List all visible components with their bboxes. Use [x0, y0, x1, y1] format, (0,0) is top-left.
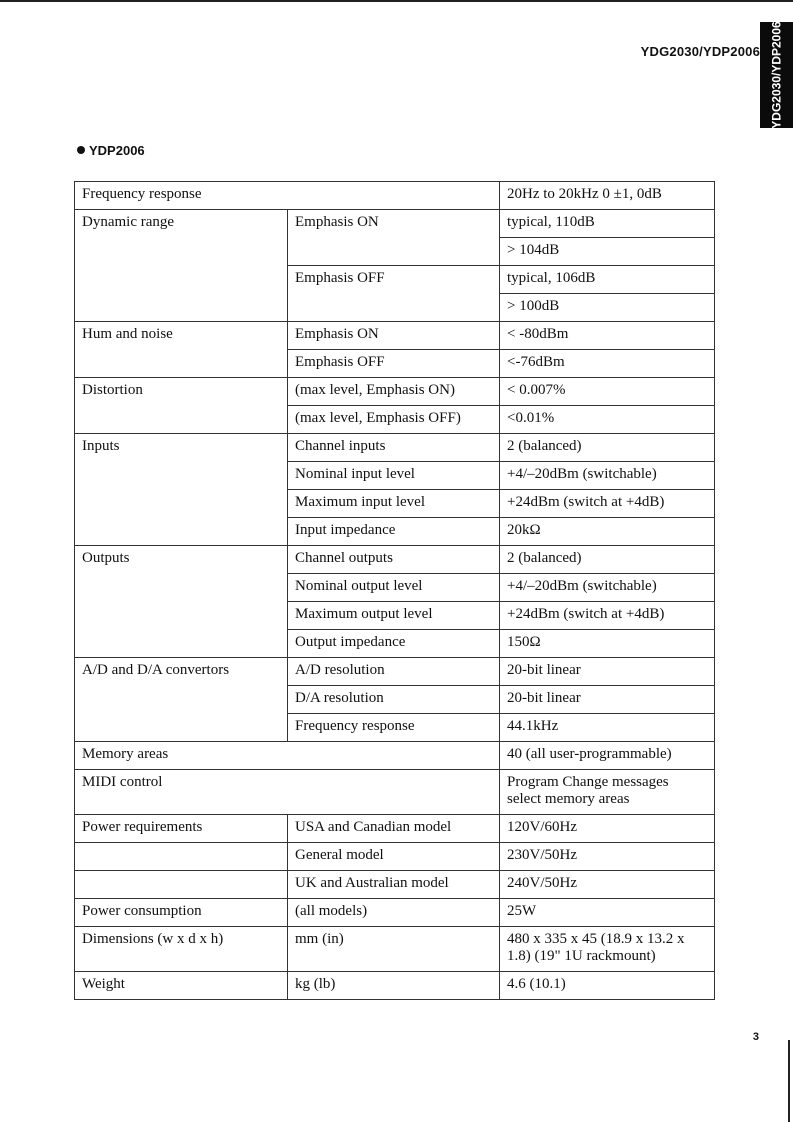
spec-category: Dynamic range — [75, 210, 288, 322]
section-title — [77, 143, 145, 158]
spec-value: 150Ω — [500, 630, 715, 658]
spec-condition: kg (lb) — [288, 972, 500, 1000]
spec-value: 2 (balanced) — [500, 434, 715, 462]
spec-category: MIDI control — [75, 770, 500, 815]
page-number: 3 — [752, 1031, 759, 1043]
spec-value: 20kΩ — [500, 518, 715, 546]
spec-condition: Frequency response — [288, 714, 500, 742]
table-row — [75, 770, 715, 815]
spec-value: 4.6 (10.1) — [500, 972, 715, 1000]
spec-value: +4/–20dBm (switchable) — [500, 462, 715, 490]
spec-condition: (all models) — [288, 899, 500, 927]
spec-value: +24dBm (switch at +4dB) — [500, 490, 715, 518]
right-edge-line — [788, 1040, 790, 1122]
spec-value: 40 (all user-programmable) — [500, 742, 715, 770]
spec-value: 230V/50Hz — [500, 843, 715, 871]
spec-category: Power requirements — [75, 815, 288, 843]
spec-condition: D/A resolution — [288, 686, 500, 714]
spec-value: +24dBm (switch at +4dB) — [500, 602, 715, 630]
spec-condition: Emphasis ON — [288, 322, 500, 350]
table-row — [75, 546, 715, 574]
table-row — [75, 871, 715, 899]
table-row — [75, 658, 715, 686]
spec-value: 20-bit linear — [500, 686, 715, 714]
table-row — [75, 972, 715, 1000]
spec-value: <-76dBm — [500, 350, 715, 378]
spec-condition: Emphasis ON — [288, 210, 500, 266]
side-index-tab — [760, 22, 793, 128]
spec-condition: (max level, Emphasis OFF) — [288, 406, 500, 434]
table-row — [75, 927, 715, 972]
spec-category: Power consumption — [75, 899, 288, 927]
spec-condition: Emphasis OFF — [288, 266, 500, 322]
spec-condition: General model — [288, 843, 500, 871]
spec-category: Weight — [75, 972, 288, 1000]
spec-value: <0.01% — [500, 406, 715, 434]
bullet-icon — [77, 146, 85, 154]
spec-condition: Nominal output level — [288, 574, 500, 602]
spec-condition: A/D resolution — [288, 658, 500, 686]
spec-condition: UK and Australian model — [288, 871, 500, 899]
spec-condition: Nominal input level — [288, 462, 500, 490]
section-title-text: YDP2006 — [89, 143, 145, 158]
spec-category: A/D and D/A convertors — [75, 658, 288, 742]
table-row — [75, 434, 715, 462]
spec-condition: mm (in) — [288, 927, 500, 972]
spec-category-empty — [75, 871, 288, 899]
spec-condition: (max level, Emphasis ON) — [288, 378, 500, 406]
spec-value: +4/–20dBm (switchable) — [500, 574, 715, 602]
spec-category-empty — [75, 843, 288, 871]
spec-category: Frequency response — [75, 182, 500, 210]
spec-value: < -80dBm — [500, 322, 715, 350]
spec-value: 120V/60Hz — [500, 815, 715, 843]
spec-condition: Output impedance — [288, 630, 500, 658]
spec-condition: Maximum input level — [288, 490, 500, 518]
spec-value: 20-bit linear — [500, 658, 715, 686]
spec-condition: Channel inputs — [288, 434, 500, 462]
spec-condition: Maximum output level — [288, 602, 500, 630]
spec-category: Outputs — [75, 546, 288, 658]
spec-category: Hum and noise — [75, 322, 288, 378]
spec-condition: Input impedance — [288, 518, 500, 546]
table-row — [75, 843, 715, 871]
spec-value: 480 x 335 x 45 (18.9 x 13.2 x 1.8) (19" 1U rackmount) — [500, 927, 715, 972]
spec-value: 2 (balanced) — [500, 546, 715, 574]
table-row — [75, 742, 715, 770]
spec-category: Memory areas — [75, 742, 500, 770]
spec-value: 20Hz to 20kHz 0 ±1, 0dB — [500, 182, 715, 210]
top-border-line — [0, 0, 793, 2]
table-row — [75, 815, 715, 843]
spec-category: Dimensions (w x d x h) — [75, 927, 288, 972]
table-row — [75, 182, 715, 210]
table-row — [75, 899, 715, 927]
spec-value: typical, 106dB — [500, 266, 715, 294]
spec-value: 44.1kHz — [500, 714, 715, 742]
header-model-name: YDG2030/YDP2006 — [640, 44, 760, 59]
spec-value: > 104dB — [500, 238, 715, 266]
table-row — [75, 322, 715, 350]
spec-condition: USA and Canadian model — [288, 815, 500, 843]
table-row — [75, 210, 715, 238]
table-row — [75, 378, 715, 406]
spec-table — [74, 181, 715, 1000]
spec-condition: Channel outputs — [288, 546, 500, 574]
spec-category: Distortion — [75, 378, 288, 434]
side-tab-label: YDG2030/YDP2006 — [769, 21, 784, 129]
spec-condition: Emphasis OFF — [288, 350, 500, 378]
spec-value: Program Change messages select memory areas — [500, 770, 715, 815]
spec-value: 25W — [500, 899, 715, 927]
spec-value: > 100dB — [500, 294, 715, 322]
spec-value: 240V/50Hz — [500, 871, 715, 899]
spec-value: typical, 110dB — [500, 210, 715, 238]
spec-value: < 0.007% — [500, 378, 715, 406]
spec-category: Inputs — [75, 434, 288, 546]
